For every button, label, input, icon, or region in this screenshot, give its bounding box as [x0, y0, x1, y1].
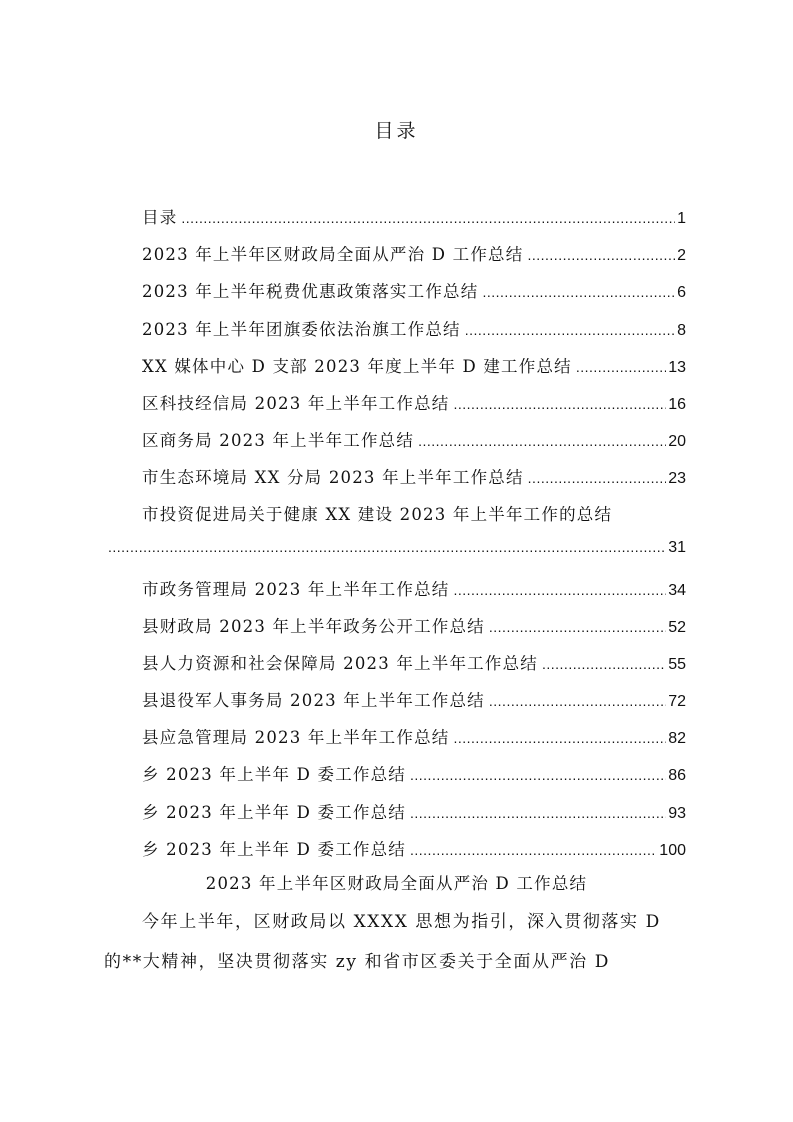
section-title: 2023 年上半年区财政局全面从严治 D 工作总结: [205, 874, 588, 893]
toc-leader-dots: [453, 730, 666, 746]
toc-page-number: 82: [668, 730, 686, 748]
toc-entry-label: 2023 年上半年区财政局全面从严治 D 工作总结: [142, 245, 524, 265]
toc-entry-label: 县退役军人事务局 2023 年上半年工作总结: [142, 691, 485, 711]
toc-page-number: 1: [677, 210, 686, 227]
toc-leader-dots: [542, 656, 666, 672]
toc-leader-dots: [489, 693, 666, 709]
toc-entry[interactable]: [104, 278, 686, 315]
toc-page-number: 34: [668, 581, 686, 599]
toc-page-number: 2: [677, 247, 686, 265]
toc-entry[interactable]: [104, 241, 686, 278]
toc-entry[interactable]: [104, 316, 686, 353]
toc-entry[interactable]: [104, 650, 686, 687]
toc-page-number: 72: [668, 693, 686, 711]
toc-entry-label: 目录: [142, 208, 178, 227]
toc-page-number: 16: [668, 395, 686, 413]
toc-entry[interactable]: [104, 836, 686, 873]
toc-entry[interactable]: [104, 502, 686, 576]
toc-entry[interactable]: [104, 799, 686, 836]
toc-page-number: 100: [659, 841, 686, 859]
toc-leader-dots: [410, 842, 657, 858]
toc-entry[interactable]: [104, 353, 686, 390]
toc-entry-label: 市政务管理局 2023 年上半年工作总结: [142, 579, 450, 599]
toc-entry-label: 2023 年上半年税费优惠政策落实工作总结: [142, 282, 479, 302]
toc-entry-label: 乡 2023 年上半年 D 委工作总结: [142, 802, 406, 822]
toc-entry[interactable]: [104, 761, 686, 798]
toc-entry[interactable]: [104, 576, 686, 613]
toc-entry-label: 市投资促进局关于健康 XX 建设 2023 年上半年工作的总结: [142, 504, 613, 524]
toc-entry-label: 乡 2023 年上半年 D 委工作总结: [142, 765, 406, 785]
toc-entry-label: 2023 年上半年团旗委依法治旗工作总结: [142, 319, 461, 339]
toc-entry-label: 区商务局 2023 年上半年工作总结: [142, 431, 415, 451]
toc-leader-dots: [482, 284, 675, 300]
toc-leader-dots: [453, 582, 666, 598]
toc-leader-dots: [418, 433, 666, 449]
table-of-contents: [104, 204, 686, 873]
toc-page-number: 93: [668, 804, 686, 822]
toc-page-number: 20: [668, 433, 686, 451]
toc-page-number: 55: [668, 655, 686, 673]
toc-leader-dots: [528, 470, 667, 486]
toc-entry[interactable]: [104, 427, 686, 464]
toc-entry[interactable]: [104, 390, 686, 427]
toc-entry-label: 县应急管理局 2023 年上半年工作总结: [142, 728, 450, 748]
toc-entry[interactable]: [104, 724, 686, 761]
toc-entry-label: 县财政局 2023 年上半年政务公开工作总结: [142, 616, 485, 636]
toc-entry-label: 区科技经信局 2023 年上半年工作总结: [142, 393, 450, 413]
toc-entry-label: 乡 2023 年上半年 D 委工作总结: [142, 839, 406, 859]
toc-entry[interactable]: [104, 204, 686, 241]
toc-entry[interactable]: [104, 687, 686, 724]
body-paragraph: 今年上半年，区财政局以 XXXX 思想为指引，深入贯彻落实 D 的**大精神，坚决贯彻落实 zy 和省市区委关于全面从严治 D: [104, 912, 661, 972]
toc-page-number: 86: [668, 767, 686, 785]
toc-page-number: 8: [677, 321, 686, 339]
toc-leader-dots: [489, 619, 666, 635]
page-title: 目录: [374, 120, 419, 142]
toc-leader-dots: [181, 210, 675, 226]
toc-page-number: 13: [668, 358, 686, 376]
toc-entry[interactable]: [104, 613, 686, 650]
toc-entry-label: 市生态环境局 XX 分局 2023 年上半年工作总结: [142, 468, 524, 488]
toc-page-number: 52: [668, 618, 686, 636]
toc-page-number: 31: [668, 538, 686, 556]
toc-leader-dots: [465, 322, 675, 338]
toc-leader-dots: [453, 396, 666, 412]
toc-leader-dots: [410, 767, 666, 783]
toc-page-number: 6: [677, 284, 686, 302]
toc-leader-dots: [527, 247, 675, 263]
toc-entry-label: 县人力资源和社会保障局 2023 年上半年工作总结: [142, 653, 538, 673]
toc-leader-dots: [108, 539, 666, 555]
toc-page-number: 23: [668, 470, 686, 488]
toc-leader-dots: [410, 805, 666, 821]
toc-leader-dots: [576, 359, 666, 375]
toc-entry[interactable]: [104, 464, 686, 501]
toc-entry-label: XX 媒体中心 D 支部 2023 年度上半年 D 建工作总结: [142, 356, 572, 376]
